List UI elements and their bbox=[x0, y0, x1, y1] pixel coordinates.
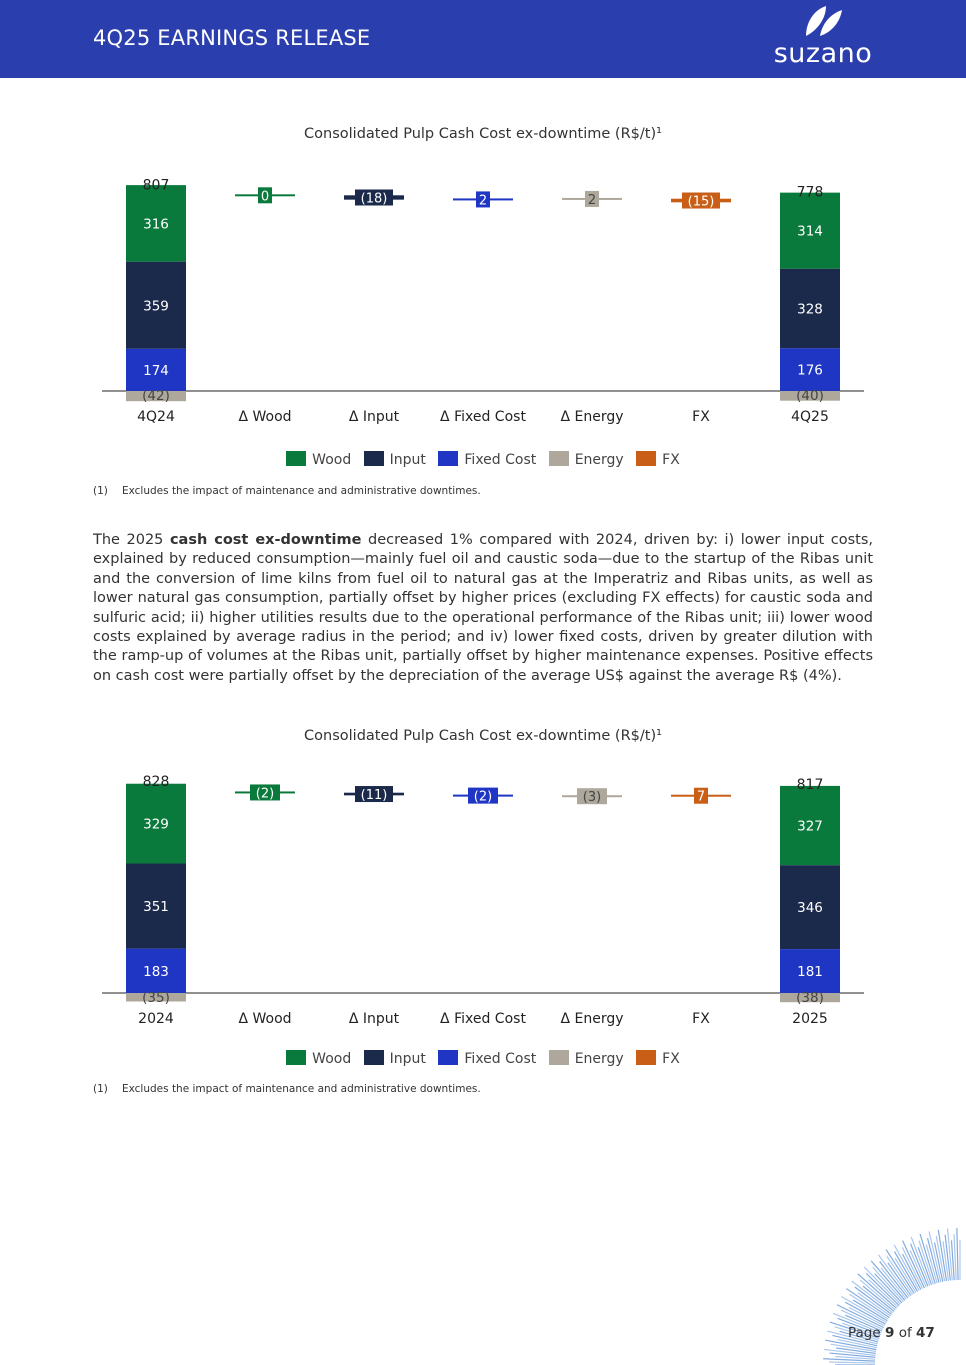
segment-label: 327 bbox=[797, 818, 823, 835]
legend-item-energy bbox=[549, 451, 624, 468]
footnote-1 bbox=[93, 485, 481, 497]
category-label: Δ Fixed Cost bbox=[440, 1011, 526, 1027]
decorative-sunburst bbox=[760, 1225, 966, 1365]
delta-label: (18) bbox=[360, 191, 388, 207]
cash-cost-chart-quarterly bbox=[0, 165, 966, 435]
footnote-text: Excludes the impact of maintenance and administrative downtimes. bbox=[122, 485, 481, 497]
legend-item-fixed-cost bbox=[438, 451, 536, 468]
body-text-part: decreased 1% compared with 2024, driven by: i) lower input costs, explained by reduced consumption—mainly fuel oil and caustic soda—due to the startup of the Ribas unit and the conversion of lime kilns from fuel oil to natural gas at the Imperatriz and Ribas units, as well as lower natural gas consumption, partially offset by higher prices (excluding FX effects) for caustic soda and sulfuric acid; ii) higher utilities results due to the operational performance of the Ribas unit; iii) lower wood costs explained by average radius in the period; and iv) lower fixed costs, driven by greater dilution with the ramp-up of volumes at the Ribas unit, partially offset by higher maintenance expenses. Positive effects on cash cost were partially offset by the depreciation of the average US$ against the average R$ (4%). bbox=[93, 532, 873, 684]
footnote-number: (1) bbox=[93, 1083, 108, 1095]
legend-swatch-wood bbox=[286, 451, 306, 466]
total-label: 807 bbox=[142, 177, 170, 194]
category-label: Δ Input bbox=[348, 409, 400, 425]
segment-label: (40) bbox=[796, 388, 824, 404]
sunburst-ray bbox=[829, 1362, 875, 1363]
delta-label: (2) bbox=[255, 786, 275, 802]
body-bold-term: cash cost ex-downtime bbox=[169, 532, 362, 548]
total-label: 817 bbox=[796, 776, 824, 793]
legend-swatch-energy bbox=[549, 451, 569, 466]
legend-item-fx bbox=[636, 1050, 680, 1067]
segment-label: 328 bbox=[797, 301, 823, 318]
segment-label: 359 bbox=[143, 298, 169, 315]
category-label: Δ Fixed Cost bbox=[440, 409, 526, 425]
segment-label: 314 bbox=[797, 223, 823, 240]
category-label: 4Q25 bbox=[791, 409, 829, 425]
legend-swatch-wood bbox=[286, 1050, 306, 1065]
footnote-number: (1) bbox=[93, 485, 108, 497]
category-label: FX bbox=[692, 1011, 710, 1027]
segment-label: 176 bbox=[797, 362, 823, 379]
legend-item-fx bbox=[636, 451, 680, 468]
segment-label: (42) bbox=[142, 388, 170, 404]
total-pages: 47 bbox=[916, 1325, 935, 1341]
logo-wordmark: suzano bbox=[773, 38, 873, 69]
legend-item-wood bbox=[286, 1050, 351, 1067]
legend-swatch-fixed-cost bbox=[438, 1050, 458, 1065]
delta-label: (2) bbox=[473, 789, 493, 805]
report-title: 4Q25 EARNINGS RELEASE bbox=[93, 26, 371, 50]
category-label: Δ Energy bbox=[560, 409, 624, 425]
footnote-text: Excludes the impact of maintenance and administrative downtimes. bbox=[122, 1083, 481, 1095]
current-page: 9 bbox=[884, 1325, 895, 1341]
legend-label: FX bbox=[662, 1051, 680, 1067]
sunburst-ray bbox=[957, 1228, 958, 1280]
segment-label: (35) bbox=[142, 990, 170, 1006]
page-number bbox=[848, 1325, 935, 1341]
total-label: 778 bbox=[796, 184, 824, 201]
segment-label: 351 bbox=[143, 899, 169, 916]
category-label: Δ Wood bbox=[238, 1011, 292, 1027]
legend-item-input bbox=[364, 451, 426, 468]
total-label: 828 bbox=[142, 774, 170, 791]
chart-title-2: Consolidated Pulp Cash Cost ex-downtime (R$/t)¹ bbox=[304, 728, 662, 744]
legend-item-input bbox=[364, 1050, 426, 1067]
category-label: 4Q24 bbox=[137, 409, 175, 425]
legend-label: Wood bbox=[312, 452, 352, 468]
category-label: 2024 bbox=[138, 1011, 174, 1027]
header-bar bbox=[0, 0, 966, 78]
cash-cost-chart-annual bbox=[0, 767, 966, 1037]
legend-label: Energy bbox=[574, 1051, 624, 1067]
legend-item-energy bbox=[549, 1050, 624, 1067]
category-label: Δ Input bbox=[348, 1011, 400, 1027]
segment-label: 181 bbox=[797, 964, 823, 981]
segment-label: 346 bbox=[797, 900, 823, 917]
delta-label: (15) bbox=[687, 194, 715, 210]
legend-label: Fixed Cost bbox=[464, 1051, 537, 1067]
body-text-part: The 2025 bbox=[93, 532, 170, 548]
category-label: 2025 bbox=[792, 1011, 828, 1027]
of-label: of bbox=[898, 1325, 912, 1341]
category-label: Δ Energy bbox=[560, 1011, 624, 1027]
chart-title-1: Consolidated Pulp Cash Cost ex-downtime (R$/t)¹ bbox=[304, 126, 662, 142]
legend-label: Fixed Cost bbox=[464, 452, 537, 468]
segment-label: 316 bbox=[143, 216, 169, 233]
body-paragraph bbox=[93, 531, 873, 686]
legend-label: Wood bbox=[312, 1051, 352, 1067]
legend-swatch-fx bbox=[636, 1050, 656, 1065]
legend-swatch-input bbox=[364, 1050, 384, 1065]
category-label: Δ Wood bbox=[238, 409, 292, 425]
legend-label: Energy bbox=[574, 452, 624, 468]
segment-label: 329 bbox=[143, 816, 169, 833]
suzano-logo bbox=[770, 4, 880, 72]
delta-label: (3) bbox=[582, 790, 602, 806]
delta-label: 2 bbox=[478, 193, 488, 209]
segment-label: 174 bbox=[143, 362, 169, 379]
legend-label: Input bbox=[389, 1051, 426, 1067]
delta-label: 2 bbox=[587, 192, 597, 208]
segment-label: (38) bbox=[796, 990, 824, 1006]
delta-label: (11) bbox=[360, 788, 388, 804]
category-label: FX bbox=[692, 409, 710, 425]
footnote-2 bbox=[93, 1083, 481, 1095]
page-label: Page bbox=[848, 1325, 881, 1341]
legend-swatch-fixed-cost bbox=[438, 451, 458, 466]
segment-label: 183 bbox=[143, 963, 169, 980]
delta-label: 0 bbox=[260, 189, 270, 205]
leaf-icon bbox=[770, 4, 876, 38]
legend-item-fixed-cost bbox=[438, 1050, 536, 1067]
legend-label: Input bbox=[389, 452, 426, 468]
legend-swatch-fx bbox=[636, 451, 656, 466]
legend-item-wood bbox=[286, 451, 351, 468]
legend-label: FX bbox=[662, 452, 680, 468]
chart-legend-2 bbox=[0, 1050, 966, 1067]
legend-swatch-input bbox=[364, 451, 384, 466]
sunburst-ray bbox=[954, 1234, 956, 1280]
chart-legend-1 bbox=[0, 451, 966, 468]
legend-swatch-energy bbox=[549, 1050, 569, 1065]
delta-label: 7 bbox=[696, 789, 706, 805]
